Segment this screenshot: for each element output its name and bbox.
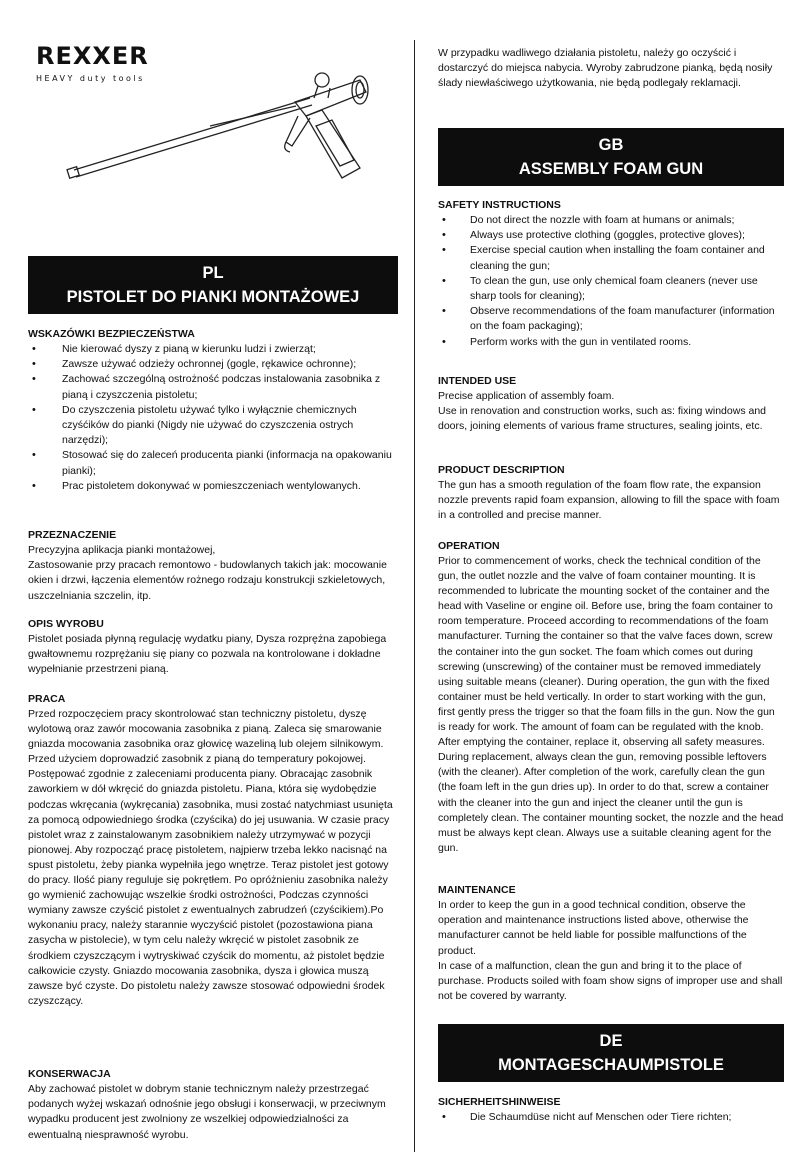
pl-work-text: Przed rozpoczęciem pracy skontrolować stan techniczny pistoletu, dyszę wylotową oraz zawór mocowania zasobnika z pianą. Zaleca się smarowanie gniazda mocowania zasobnika oraz głowicę wazeliną lub olejem silnikowym. Przed użyciem doprowadzić zasobnik z pianą do temperatury pokojowej. Postępować zgodnie z zaleceniami producenta piany. Obracając zasobnik zaworkiem w dół wkręcić do gniazda pistoletu. Piana, która się wydobędzie podczas wkręcania (wykręcania) zasobnika, musi zostać natychmiast usunięta za pomocą odpowiedniego środka (czyścika) do jej usuwania. W czasie pracy pistolet wraz z zainstalowanym zasobnikiem należy utrzymywać w pozycji pionowej. Aby rozpocząć pracę pistoletem, najpierw trzeba lekko nacisnąć na spust pistoletu, żeby pianka wypełniła jego wnętrze. Teraz pistolet jest gotowy do pracy. Ilość piany reguluje się pokrętłem. Po opróżnieniu zasobnika należy go wymienić zachowując wszelkie środki ostrożności, Podczas czynności wymiany zawsze czyścić pistolet z ewentualnych zabrudzeń (czyścikiem).Po wykonaniu pracy, należy starannie wyczyścić pistolet (pozostawiona piana zasycha w pistolecie), w tym celu należy wkręcić w pistolet zasobnik ze środkiem czyszczącym i wytryskiwać czyścik do momentu, aż pistolet będzie całkowicie czysty. Gniazdo mocowania zasobnika, dysza i głowica muszą zawsze być czyste. Do pistoletu należy zawsze stosować odpowiedni środek czyszczący. — [28, 708, 393, 1007]
gb-op-text: Prior to commencement of works, check the technical condition of the gun, the outlet nozzle and the valve of foam container mounting. It is recommended to lubricate the mounting socket of the container and the head with Vaseline or engine oil. Before use, bring the foam container to room temperature. Proceed according to recommendations of the foam manufacturer. Turning the container so that the valve faces down, screw the container into the gun socket. The foam which comes out during screwing (unscrewing) of the container must be removed immediately using suitable means (cleaner). During operation, the gun with the fixed container must be held vertically. In order to start working with the gun, first gently press the trigger so that the foam fills in the gun. Now the gun is ready for work. The amount of foam can be regulated with the knob. After emptying the container, replace it, observing all safety measures. During replacement, always clean the gun, removing possible leftovers (with the cleaner). After completion of the work, carefully clean the gun (the foam left in the gun dries up). In order to do that, screw a container with the cleaner into the gun and inject the cleaner until the gun is completely clean. The container mounting socket, the nozzle and the head must be always kept clean. Always use a suitable cleaning agent for the gun. — [438, 555, 784, 854]
gb-use-heading: INTENDED USE — [438, 375, 517, 387]
de-safety-heading: SICHERHEITSHINWEISE — [438, 1096, 561, 1108]
pl-safety-item: • Do czyszczenia pistoletu używać tylko i wyłącznie chemicznych czyśćików do pianki (Nigdy nie używać do czyszczenia ostrych narzędzi); — [28, 403, 398, 449]
pl-maint-section — [28, 1067, 398, 1143]
pl-lang-code: PL — [202, 264, 224, 282]
gb-maint-heading: MAINTENANCE — [438, 884, 516, 896]
pl-safety-item: • Stosować się do zaleceń producenta pianki (informacja na opakowaniu pianki); — [28, 448, 398, 478]
pl-work-heading: PRACA — [28, 693, 66, 705]
gb-maint-section — [438, 883, 784, 1004]
pl-safety-list — [28, 342, 398, 494]
pl-desc-heading: OPIS WYROBU — [28, 618, 104, 630]
pl-safety-section — [28, 327, 398, 494]
de-safety-item: • Die Schaumdüse nicht auf Menschen oder Tiere richten; — [438, 1110, 784, 1125]
intro-continuation-text: W przypadku wadliwego działania pistoletu, należy go oczyścić i dostarczyć do miejsca nabycia. Wyroby zabrudzone pianką, będą nosiły ślady niewłaściwego użytkowania, nie będą podlegały reklamacji. — [438, 47, 773, 90]
pl-desc-section — [28, 617, 398, 678]
de-title: MONTAGESCHAUMPISTOLE — [498, 1056, 724, 1074]
gb-lang-code: GB — [598, 136, 624, 154]
gb-title: ASSEMBLY FOAM GUN — [518, 160, 704, 178]
pl-safety-item: • Zawsze używać odzieży ochronnej (gogle, rękawice ochronne); — [28, 357, 398, 372]
gb-safety-item: • Exercise special caution when installing the foam container and cleaning the gun; — [438, 243, 784, 273]
pl-section-banner — [28, 256, 398, 314]
gb-desc-heading: PRODUCT DESCRIPTION — [438, 464, 565, 476]
pl-safety-heading: WSKAZÓWKI BEZPIECZEŃSTWA — [28, 328, 195, 340]
de-lang-code: DE — [599, 1032, 623, 1050]
gb-safety-item: • Perform works with the gun in ventilated rooms. — [438, 335, 784, 350]
gb-safety-item: • To clean the gun, use only chemical foam cleaners (never use sharp tools for cleaning); — [438, 274, 784, 304]
gb-use-text: Precise application of assembly foam. Use in renovation and construction works, such as: fixing windows and doors, joining elements of various frame structures, sealing joints, etc. — [438, 390, 767, 433]
pl-title: PISTOLET DO PIANKI MONTAŻOWEJ — [66, 288, 360, 306]
gb-safety-section — [438, 198, 784, 350]
gb-op-heading: OPERATION — [438, 540, 500, 552]
gb-maint-text: In order to keep the gun in a good technical condition, observe the operation and maintenance instructions listed above, otherwise the manufacturer cannot be held liable for possible malfunctions of the product. In case of a malfunction, clean the gun and bring it to the place of purchase. Products soiled with foam show signs of improper use and shall not be covered by warranty. — [438, 899, 783, 1003]
gb-safety-item: • Observe recommendations of the foam manufacturer (information on the foam packaging); — [438, 304, 784, 334]
pl-purpose-section — [28, 528, 398, 604]
gb-safety-item: • Do not direct the nozzle with foam at humans or animals; — [438, 213, 784, 228]
pl-maint-text: Aby zachować pistolet w dobrym stanie technicznym należy przestrzegać podanych wyżej wskazań odnośnie jego obsługi i konserwacji, w przeciwnym wypadku producent jest zwolniony ze wszelkiej odpowiedzialności za ewentualną niesprawność wyrobu. — [28, 1083, 386, 1141]
pl-safety-item: • Prac pistoletem dokonywać w pomieszczeniach wentylowanych. — [28, 479, 398, 494]
gb-section-banner — [438, 128, 784, 186]
pl-work-section — [28, 692, 398, 1009]
pl-maint-heading: KONSERWACJA — [28, 1068, 111, 1080]
gb-safety-item: • Always use protective clothing (goggles, protective gloves); — [438, 228, 784, 243]
pl-purpose-heading: PRZEZNACZENIE — [28, 529, 117, 541]
pl-purpose-text: Precyzyjna aplikacja pianki montażowej, Zastosowanie przy pracach remontowo - budowlanych takich jak: mocowanie okien i drzwi, łączenia elementów rożnego rodzaju konstrukcji szkieletowych, uszczelniania szczelin, itp. — [28, 544, 387, 602]
de-safety-list — [438, 1110, 784, 1125]
gb-desc-section — [438, 463, 784, 524]
column-divider — [414, 40, 415, 1152]
logo-tagline: HEAVY duty tools — [36, 74, 145, 83]
gb-safety-heading: SAFETY INSTRUCTIONS — [438, 199, 561, 211]
pl-desc-text: Pistolet posiada płynną regulację wydatku piany, Dysza rozprężna zapobiega gwałtownemu rozprężaniu się piany co pozwala na kontrolowane i dokładne wypełnianie przestrzeni pianą. — [28, 633, 387, 676]
pl-safety-item: • Nie kierować dyszy z pianą w kierunku ludzi i zwierząt; — [28, 342, 398, 357]
gb-op-section — [438, 539, 784, 856]
gb-desc-text: The gun has a smooth regulation of the foam flow rate, the expansion nozzle prevents rapid foam expansion, allowing to fill the space with foam in a controlled and precise manner. — [438, 479, 780, 522]
de-safety-section — [438, 1095, 784, 1125]
pl-safety-item: • Zachować szczególną ostrożność podczas instalowania zasobnika z pianą i czyszczenia pistoletu; — [28, 372, 398, 402]
gb-safety-list — [438, 213, 784, 350]
de-section-banner — [438, 1024, 784, 1082]
logo-wordmark: REXXER — [36, 42, 149, 70]
gb-use-section — [438, 374, 784, 435]
